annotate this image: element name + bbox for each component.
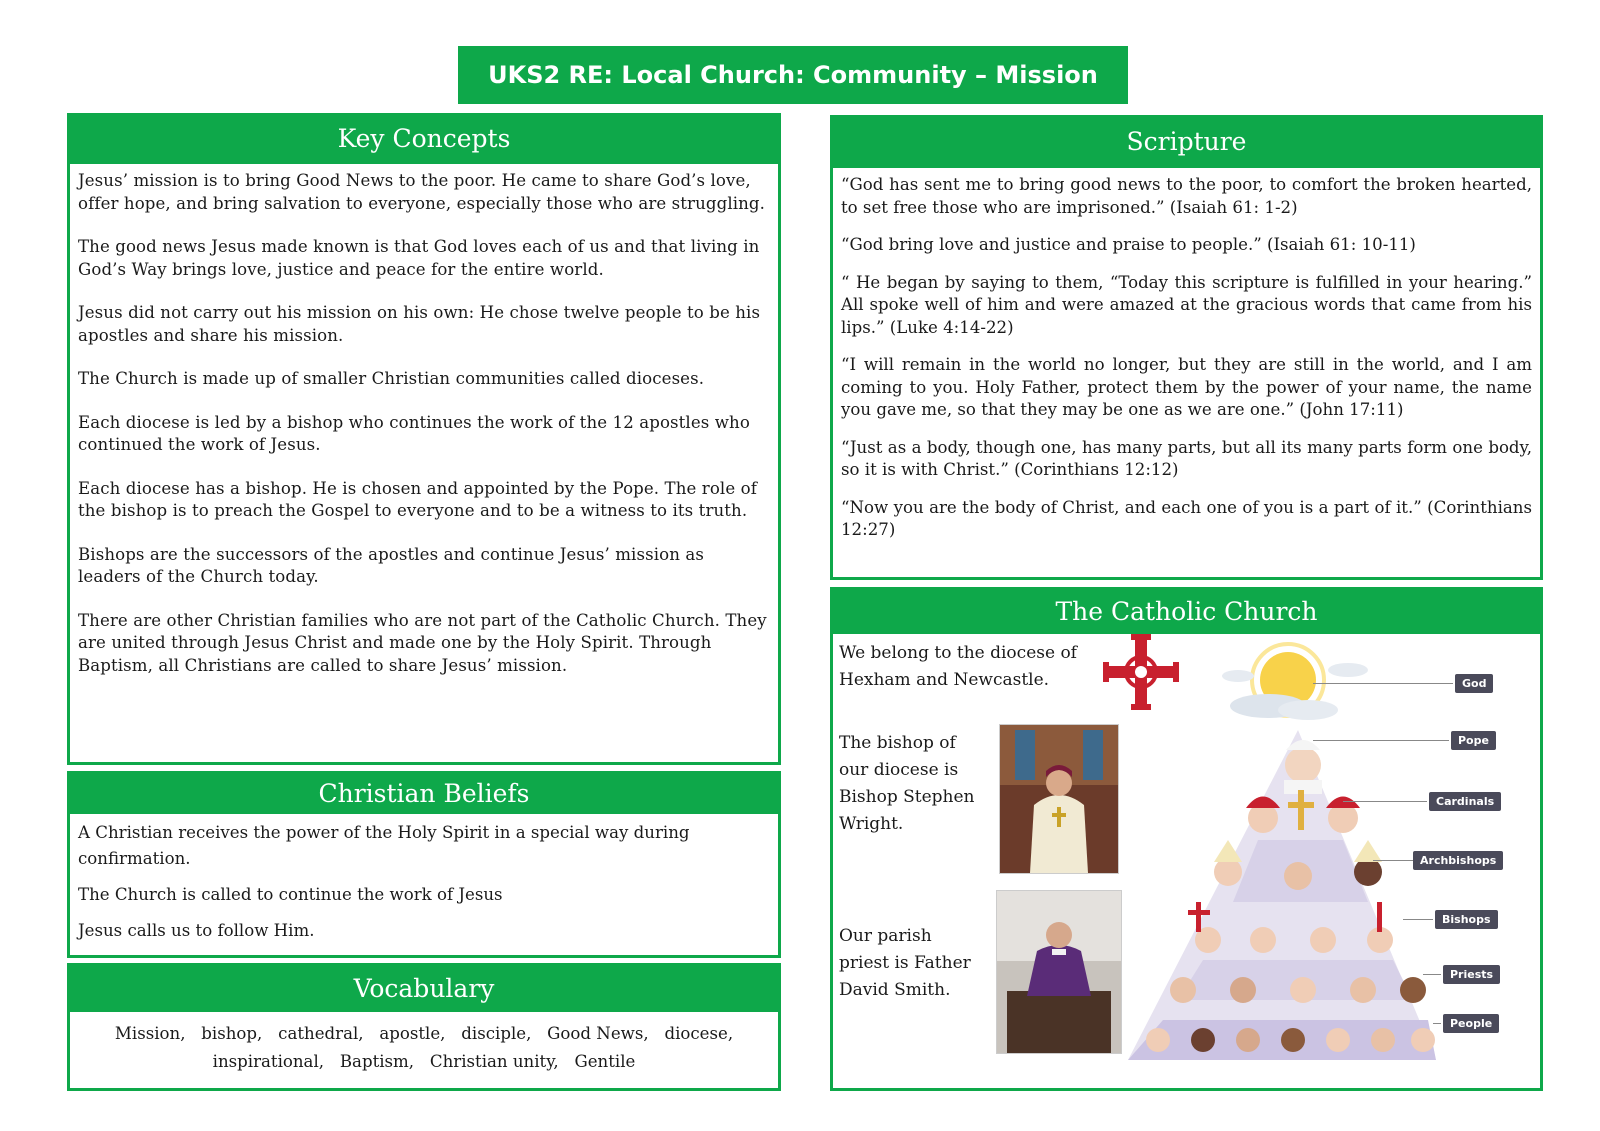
hierarchy-connector xyxy=(1373,860,1413,861)
scripture-panel xyxy=(830,115,1543,580)
key-concept-paragraph: Bishops are the successors of the apostles and continue Jesus’ mission as leaders of the Church today. xyxy=(78,544,704,586)
bishop-text: The bishop of our diocese is Bishop Stephen Wright. xyxy=(839,733,975,834)
key-concepts-body xyxy=(70,164,778,681)
scripture-quote: “Just as a body, though one, has many parts, but all its many parts form one body, so it is with Christ.” (Corinthians 12:12) xyxy=(841,437,1532,479)
scripture-quote: “God bring love and justice and praise to people.” (Isaiah 61: 10-11) xyxy=(841,235,1416,254)
catholic-church-panel xyxy=(830,587,1543,1091)
hierarchy-connector xyxy=(1433,1023,1441,1024)
priest-photo xyxy=(996,890,1122,1054)
key-concept-paragraph: The good news Jesus made known is that God loves each of us and that living in God’s Way brings love, justice and peace for the entire world. xyxy=(78,237,760,279)
hierarchy-label-bishops: Bishops xyxy=(1435,910,1498,929)
catholic-church-heading: The Catholic Church xyxy=(833,590,1540,634)
key-concept-paragraph: Each diocese has a bishop. He is chosen and appointed by the Pope. The role of the bishop is to preach the Gospel to everyone and to be a witness to its truth. xyxy=(78,478,757,520)
bishop-photo xyxy=(999,724,1119,874)
belief-paragraph: The Church is called to continue the work of Jesus xyxy=(78,885,503,904)
christian-beliefs-body xyxy=(70,814,778,948)
key-concept-paragraph: The Church is made up of smaller Christian communities called dioceses. xyxy=(78,369,705,388)
hierarchy-label-pope: Pope xyxy=(1451,731,1496,750)
key-concept-paragraph: Jesus did not carry out his mission on his own: He chose twelve people to be his apostles and share his mission. xyxy=(78,303,761,345)
christian-beliefs-heading: Christian Beliefs xyxy=(70,774,778,814)
scripture-heading: Scripture xyxy=(833,118,1540,168)
hierarchy-label-god: God xyxy=(1455,674,1493,693)
scripture-quote: “I will remain in the world no longer, but they are still in the world, and I am coming to you. Holy Father, protect them by the power of your name, the name you gave me, so that they may be one as we are one.” (John 17:11) xyxy=(841,355,1532,419)
hierarchy-connector xyxy=(1343,801,1427,802)
hierarchy-label-archbishops: Archbishops xyxy=(1413,851,1503,870)
key-concept-paragraph: Each diocese is led by a bishop who continues the work of the 12 apostles who continued the work of Jesus. xyxy=(78,412,750,454)
hierarchy-connector xyxy=(1313,740,1449,741)
church-hierarchy-pyramid xyxy=(1118,640,1448,1072)
belief-paragraph: Jesus calls us to follow Him. xyxy=(78,921,315,940)
key-concepts-panel xyxy=(67,113,781,765)
vocabulary-panel xyxy=(67,963,781,1091)
page-title: UKS2 RE: Local Church: Community – Mission xyxy=(458,46,1128,104)
hierarchy-connector xyxy=(1403,919,1433,920)
belief-paragraph: A Christian receives the power of the Holy Spirit in a special way during confirmation. xyxy=(78,823,690,868)
hierarchy-label-cardinals: Cardinals xyxy=(1429,792,1501,811)
scripture-quote: “Now you are the body of Christ, and each one of you is a part of it.” (Corinthians 12:27) xyxy=(841,497,1532,539)
scripture-body xyxy=(833,168,1540,546)
vocabulary-words: Mission, bishop, cathedral, apostle, disciple, Good News, diocese, inspirational, Baptism, Christian unity, Gentile xyxy=(114,1024,749,1071)
key-concept-paragraph: Jesus’ mission is to bring Good News to the poor. He came to share God’s love, offer hope, and bring salvation to everyone, especially those who are struggling. xyxy=(78,171,766,213)
priest-text: Our parish priest is Father David Smith. xyxy=(839,926,971,1000)
diocese-text: We belong to the diocese of Hexham and Newcastle. xyxy=(839,643,1077,690)
scripture-quote: “God has sent me to bring good news to the poor, to comfort the broken hearted, to set free those who are imprisoned.” (Isaiah 61: 1-2) xyxy=(841,175,1532,217)
key-concepts-heading: Key Concepts xyxy=(70,116,778,164)
hierarchy-label-people: People xyxy=(1443,1014,1499,1033)
scripture-quote: “ He began by saying to them, “Today this scripture is fulfilled in your hearing.” All spoke well of him and were amazed at the gracious words that came from his lips.” (Luke 4:14-22) xyxy=(841,272,1532,337)
hierarchy-connector xyxy=(1423,974,1441,975)
hierarchy-label-priests: Priests xyxy=(1443,965,1500,984)
hierarchy-connector xyxy=(1313,683,1453,684)
christian-beliefs-panel xyxy=(67,771,781,958)
vocabulary-heading: Vocabulary xyxy=(70,966,778,1012)
key-concept-paragraph: There are other Christian families who are not part of the Catholic Church. They are united through Jesus Christ and made one by the Holy Spirit. Through Baptism, all Christians are called to share Jesus’ mission. xyxy=(78,610,767,675)
